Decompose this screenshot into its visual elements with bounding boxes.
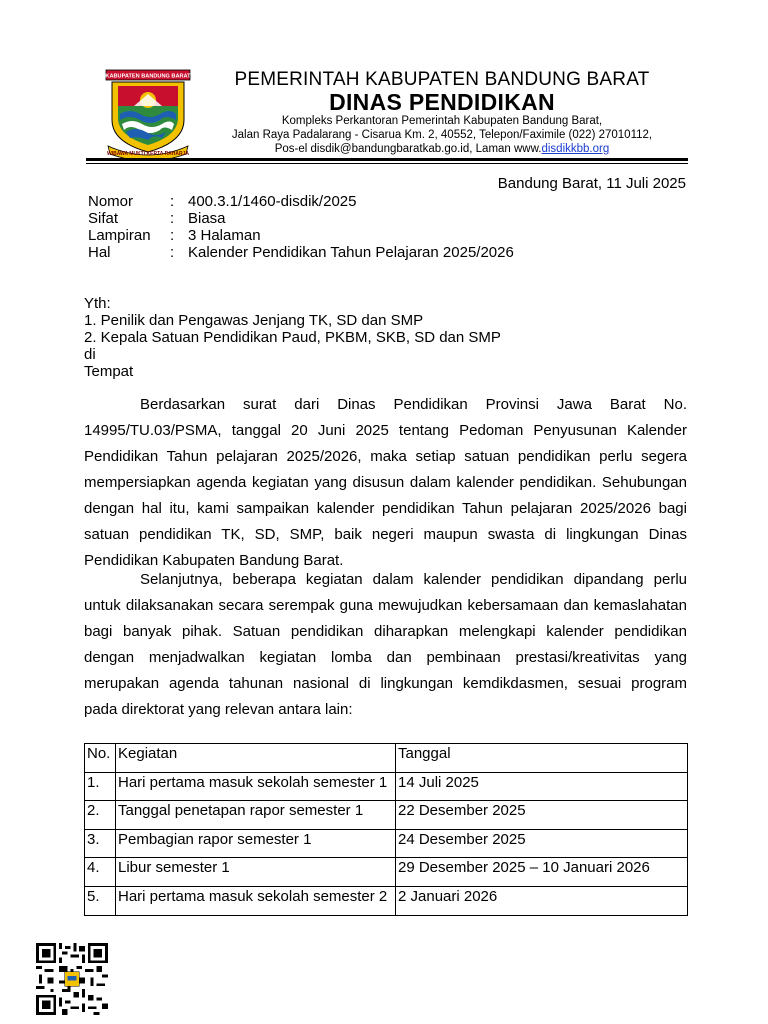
body-paragraph-1 — [84, 392, 687, 574]
qr-code[interactable] — [36, 943, 108, 1015]
meta-label: Hal — [88, 244, 111, 261]
meta-value: Biasa — [188, 210, 226, 227]
table-cell: Pembagian rapor semester 1 — [116, 829, 396, 858]
meta-colon: : — [170, 193, 175, 210]
paragraph-line: mempersiapkan agenda kegiatan yang disusun dalam kalender pendidikan. Sehubungan — [84, 474, 687, 491]
table-row — [85, 772, 688, 801]
paragraph-line: merupakan agenda tahunan nasional di lingkungan kemdikdasmen, sesuai program — [84, 675, 687, 692]
meta-value: 3 Halaman — [188, 227, 261, 244]
letter-date: Bandung Barat, 11 Juli 2025 — [497, 175, 686, 192]
meta-colon: : — [170, 210, 175, 227]
table-cell: 4. — [85, 858, 116, 887]
meta-label: Nomor — [88, 193, 134, 210]
meta-colon: : — [170, 244, 175, 261]
meta-colon: : — [170, 227, 175, 244]
paragraph-line: bagi banyak pihak. Satuan pendidikan diharapkan melengkapi kalender pendidikan — [84, 623, 687, 640]
table-row — [85, 829, 688, 858]
table-cell: 3. — [85, 829, 116, 858]
table-cell: Hari pertama masuk sekolah semester 1 — [116, 772, 396, 801]
table-cell: Libur semester 1 — [116, 858, 396, 887]
table-cell: 1. — [85, 772, 116, 801]
header-address-1: Kompleks Perkantoran Pemerintah Kabupaten Bandung Barat, — [281, 115, 603, 127]
table-header-row — [85, 744, 688, 773]
table-row — [85, 801, 688, 830]
addressee-yth: Yth: — [84, 295, 111, 312]
table-cell: 2. — [85, 801, 116, 830]
addressee-line-2: 2. Kepala Satuan Pendidikan Paud, PKBM, SKB, SD dan SMP — [84, 329, 501, 346]
addressee-di: di — [84, 346, 96, 363]
header-agency: DINAS PENDIDIKAN — [329, 89, 555, 115]
table-cell: 22 Desember 2025 — [396, 801, 688, 830]
meta-value: Kalender Pendidikan Tahun Pelajaran 2025/2026 — [188, 244, 514, 261]
header-address-2: Jalan Raya Padalarang - Cisarua Km. 2, 40552, Telepon/Faximile (022) 27010112, — [231, 129, 653, 141]
meta-label: Lampiran — [88, 227, 151, 244]
logo-banner-text: KABUPATEN BANDUNG BARAT — [105, 73, 191, 80]
paragraph-line: pada direktorat yang relevan antara lain: — [84, 701, 353, 718]
paragraph-line: Pendidikan Kabupaten Bandung Barat. — [84, 552, 344, 569]
paragraph-line: Berdasarkan surat dari Dinas Pendidikan Provinsi Jawa Barat No. — [140, 396, 687, 413]
paragraph-line: dengan menjadwalkan kegiatan lomba dan pembinaan prestasi/kreativitas yang — [84, 649, 687, 666]
table-cell: Tanggal penetapan rapor semester 1 — [116, 801, 396, 830]
table-header-no: No. — [85, 744, 116, 773]
table-cell: 14 Juli 2025 — [396, 772, 688, 801]
paragraph-line: dengan hal itu, kami sampaikan kalender pendidikan Tahun pelajaran 2025/2026 bagi — [84, 500, 687, 517]
table-cell: 24 Desember 2025 — [396, 829, 688, 858]
addressee-tempat: Tempat — [84, 363, 134, 380]
table-row — [85, 886, 688, 915]
header-contact-text: Pos-el disdik@bandungbaratkab.go.id, Laman www. — [274, 143, 542, 155]
table-cell: 2 Januari 2026 — [396, 886, 688, 915]
paragraph-line: untuk dilaksanakan secara serempak guna mewujudkan kebersamaan dan kemaslahatan — [84, 597, 687, 614]
paragraph-line: Selanjutnya, beberapa kegiatan dalam kalender pendidikan dipandang perlu — [140, 571, 687, 588]
header-divider-thin — [86, 163, 688, 164]
header-divider-thick — [86, 158, 688, 161]
paragraph-line: Pendidikan Tahun pelajaran 2025/2026, maka setiap satuan pendidikan perlu segera — [84, 448, 687, 465]
kbb-logo — [104, 68, 192, 158]
table-header-tanggal: Tanggal — [396, 744, 688, 773]
header-address-3 — [200, 143, 684, 155]
logo-motto-text: WIBAWA MUKTI KERTA RAHARJA — [106, 151, 190, 157]
website-link[interactable]: disdikkbb.org — [541, 143, 610, 155]
meta-value: 400.3.1/1460-disdik/2025 — [188, 193, 357, 210]
header-government: PEMERINTAH KABUPATEN BANDUNG BARAT — [234, 69, 650, 90]
meta-label: Sifat — [88, 210, 119, 227]
addressee-line-1: 1. Penilik dan Pengawas Jenjang TK, SD dan SMP — [84, 312, 424, 329]
table-row — [85, 858, 688, 887]
body-paragraph-2 — [84, 567, 687, 723]
table-cell: Hari pertama masuk sekolah semester 2 — [116, 886, 396, 915]
agenda-table — [84, 743, 688, 916]
paragraph-line: 14995/TU.03/PSMA, tanggal 20 Juni 2025 tentang Pedoman Penyusunan Kalender — [84, 422, 687, 439]
paragraph-line: satuan pendidikan TK, SD, SMP, baik negeri maupun swasta di lingkungan Dinas — [84, 526, 687, 543]
table-cell: 5. — [85, 886, 116, 915]
table-header-kegiatan: Kegiatan — [116, 744, 396, 773]
table-cell: 29 Desember 2025 – 10 Januari 2026 — [396, 858, 688, 887]
